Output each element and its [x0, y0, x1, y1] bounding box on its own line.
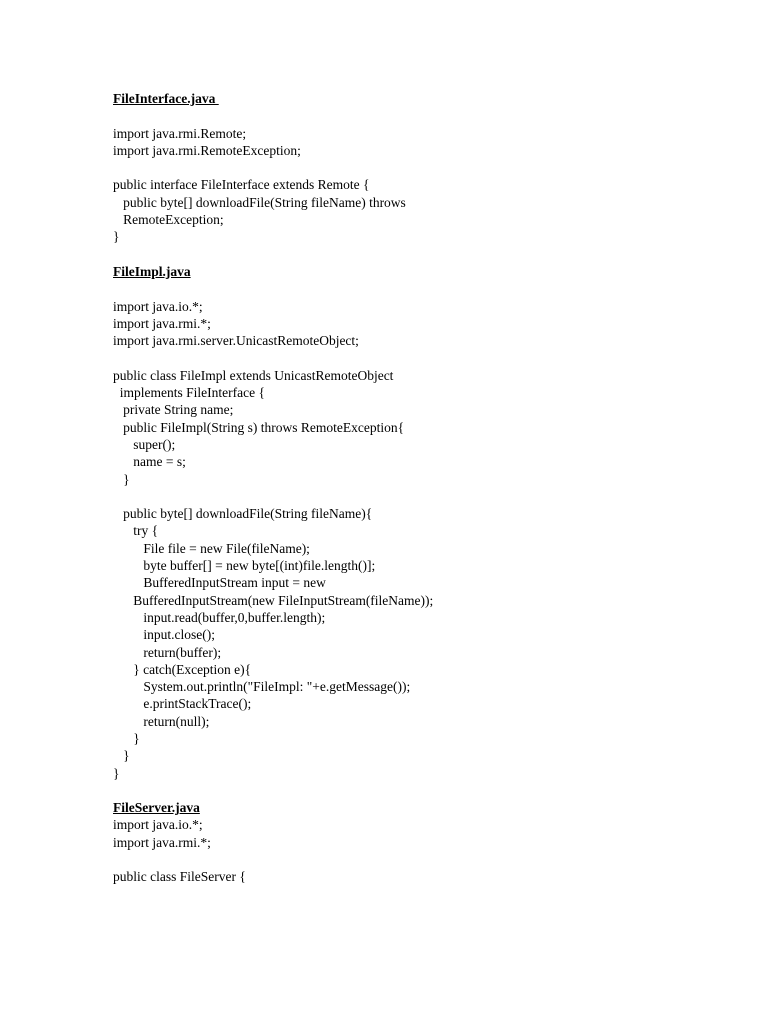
code-line: RemoteException;	[113, 212, 224, 228]
code-line: System.out.println("FileImpl: "+e.getMessage());	[113, 679, 411, 695]
code-line: }	[113, 748, 130, 764]
code-line: public interface FileInterface extends Remote {	[113, 177, 370, 193]
code-line: public byte[] downloadFile(String fileName) throws	[113, 194, 406, 210]
code-line: private String name;	[113, 402, 234, 418]
code-line: }	[113, 765, 120, 781]
blank-line	[113, 159, 713, 176]
blank-line	[113, 246, 713, 263]
code-line: import java.rmi.*;	[113, 834, 211, 850]
code-line: import java.io.*;	[113, 298, 203, 314]
code-line: }	[113, 471, 130, 487]
code-line: return(buffer);	[113, 644, 222, 660]
code-line: public FileImpl(String s) throws RemoteException{	[113, 419, 405, 435]
code-line: import java.io.*;	[113, 817, 203, 833]
code-line: }	[113, 730, 140, 746]
blank-line	[113, 280, 713, 297]
blank-line	[113, 488, 713, 505]
code-line: public class FileServer {	[113, 869, 246, 885]
blank-line	[113, 107, 713, 124]
code-line: }	[113, 229, 120, 245]
code-line: try {	[113, 523, 159, 539]
file-heading: FileServer.java	[113, 800, 200, 816]
code-line: public class FileImpl extends UnicastRemoteObject	[113, 367, 394, 383]
code-line: input.read(buffer,0,buffer.length);	[113, 609, 326, 625]
file-heading: FileInterface.java	[113, 91, 219, 106]
code-line: import java.rmi.*;	[113, 315, 211, 331]
code-line: } catch(Exception e){	[113, 661, 252, 677]
code-line: import java.rmi.server.UnicastRemoteObject;	[113, 333, 359, 349]
code-line: import java.rmi.Remote;	[113, 125, 247, 141]
code-line: return(null);	[113, 713, 210, 729]
code-line: File file = new File(fileName);	[113, 540, 310, 556]
code-line: implements FileInterface {	[113, 385, 265, 401]
code-line: byte buffer[] = new byte[(int)file.length()];	[113, 558, 376, 574]
code-line: BufferedInputStream(new FileInputStream(fileName));	[113, 592, 434, 608]
code-line: input.close();	[113, 627, 215, 643]
code-line: super();	[113, 436, 176, 452]
code-line: name = s;	[113, 454, 186, 470]
code-line: import java.rmi.RemoteException;	[113, 142, 301, 158]
code-line: BufferedInputStream input = new	[113, 575, 326, 591]
code-listing	[113, 90, 713, 886]
blank-line	[113, 851, 713, 868]
blank-line	[113, 782, 713, 799]
file-heading: FileImpl.java	[113, 263, 191, 279]
code-line: e.printStackTrace();	[113, 696, 252, 712]
blank-line	[113, 349, 713, 366]
code-line: public byte[] downloadFile(String fileName){	[113, 506, 373, 522]
